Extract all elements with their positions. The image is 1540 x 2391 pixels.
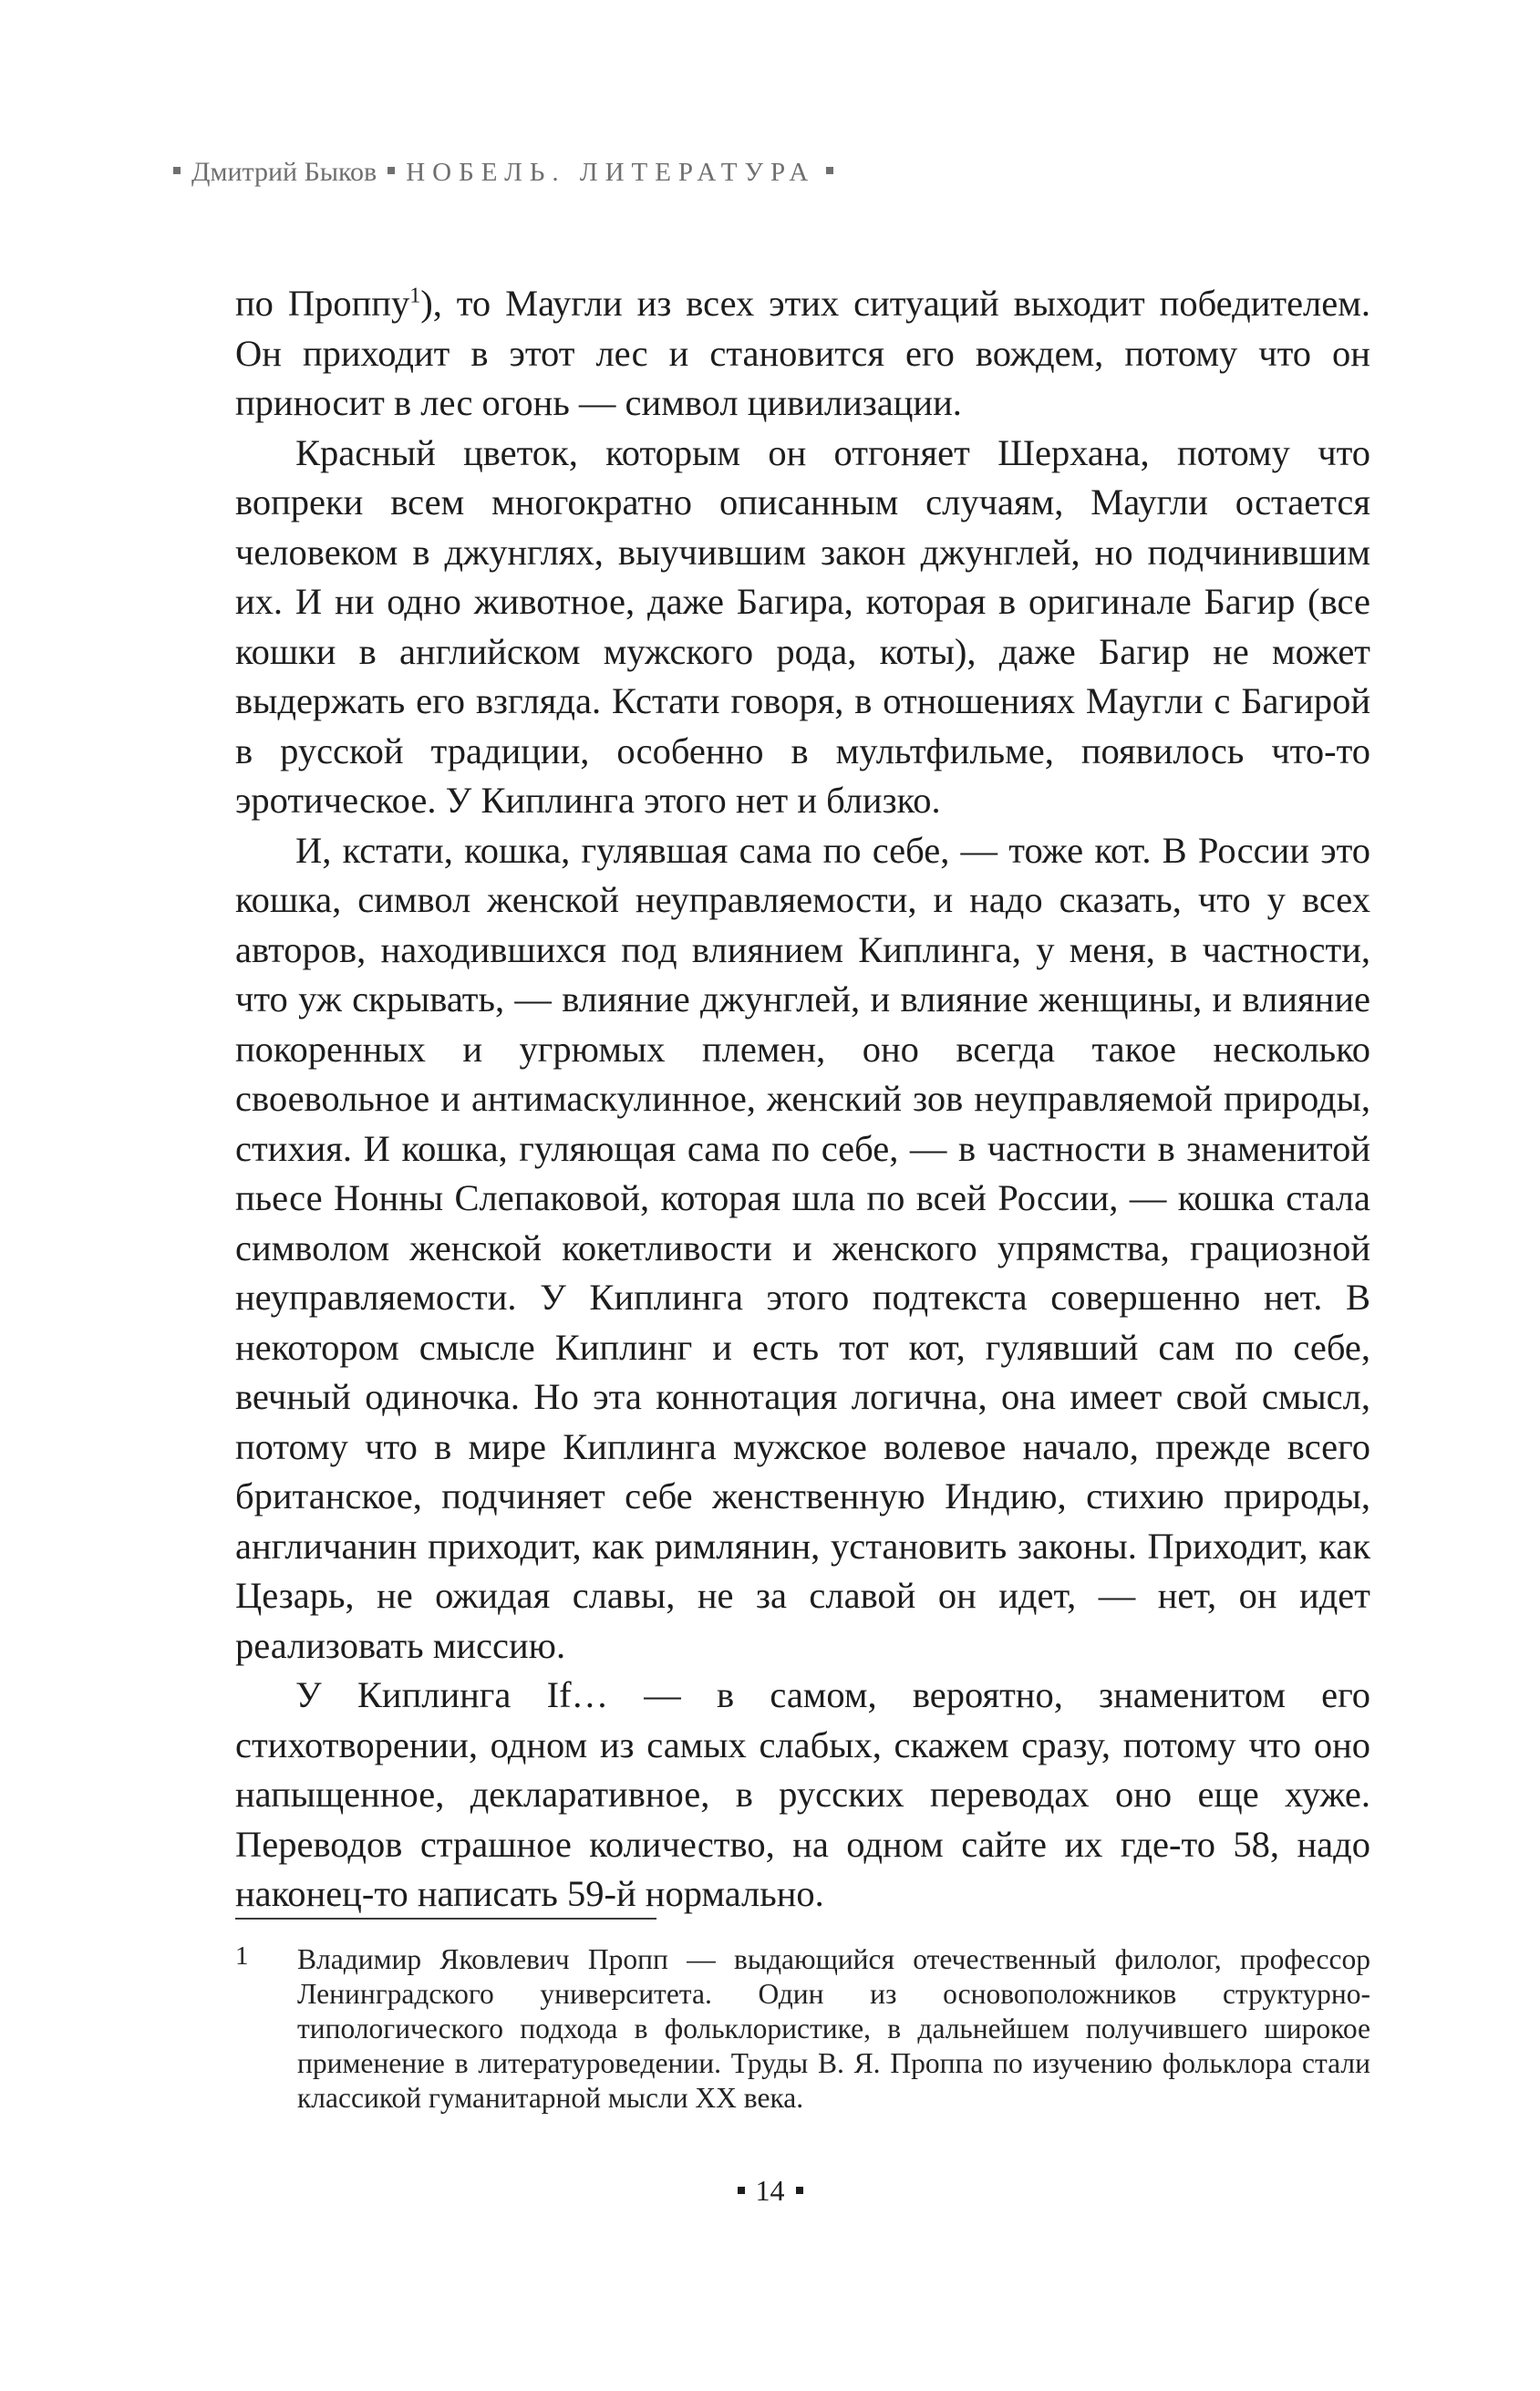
paragraph-3: И, кстати, кошка, гулявшая сама по себе, — тоже кот. В России это кошка, символ женской неуправляемости, и надо сказать, что у всех авторов, находившихся под влиянием Киплинга, у меня, в частности, что уж скрывать, — влияние джунглей, и влияние женщины, и влияние покоренных и угрюмых племен, оно всегда такое несколько своевольное и антимаскулинное, женский зов неуправляемой природы, стихия. И кошка, гуляющая сама по себе, — в частности в знаменитой пьесе Нонны Слепаковой, которая шла по всей России, — кошка стала символом женской кокетливости и женского упрямства, грациозной неуправляемости. У Киплинга этого подтекста совершенно нет. В некотором смысле Киплинг и есть тот кот, гулявший сам по себе, вечный одиночка. Но эта коннотация логична, она имеет свой смысл, потому что в мире Киплинга мужское волевое начало, прежде всего британское, подчиняет себе женственную Индию, стихию природы, англичанин приходит, как римлянин, установить законы. Приходит, как Цезарь, не ожидая славы, не за славой он идет, — нет, он идет реализовать миссию. <box>235 829 1370 1666</box>
main-text <box>235 279 1370 1920</box>
paragraph-4: У Киплинга If… — в самом, вероятно, знаменитом его стихотворении, одном из самых слабых, скажем сразу, потому что оно напыщенное, декларативное, в русских переводах оно еще хуже. Переводов страшное количество, на одном сайте их где-то 58, надо наконец-то написать 59-й нормально. <box>235 1674 1370 1914</box>
page-number: 14 <box>755 2174 785 2207</box>
paragraph-1-rest: ), то Маугли из всех этих ситуаций выходит победителем. Он приходит в этот лес и становится его вождем, потому что он приносит в лес огонь — символ цивилизации. <box>235 283 1370 423</box>
square-bullet-icon <box>388 167 395 174</box>
footnote-divider <box>235 1918 656 1920</box>
running-header <box>173 157 844 188</box>
header-book-title: НОБЕЛЬ. ЛИТЕРАТУРА <box>406 157 816 187</box>
square-bullet-icon <box>796 2187 803 2194</box>
footnote-reference[interactable]: 1 <box>409 284 421 308</box>
header-author: Дмитрий Быков <box>191 157 377 187</box>
footnote-number: 1 <box>235 1941 249 1971</box>
footnote <box>235 1942 1370 2116</box>
paragraph-1 <box>235 279 1370 429</box>
square-bullet-icon <box>738 2187 745 2194</box>
footnote-text: Владимир Яковлевич Пропп — выдающийся отечественный филолог, профессор Ленинградского университета. Один из основоположников структурно-типологического подхода в фольклористике, в дальнейшем получившего широкое применение в литературоведении. Труды В. Я. Проппа по изучению фольклора стали классикой гуманитарной мысли XX века. <box>297 1943 1370 2114</box>
square-bullet-icon <box>826 167 833 174</box>
paragraph-2: Красный цветок, которым он отгоняет Шерхана, потому что вопреки всем многократно описанным случаям, Маугли остается человеком в джунглях, выучившим закон джунглей, но подчинившим их. И ни одно животное, даже Багира, которая в оригинале Багир (все кошки в английском мужского рода, коты), даже Багир не может выдержать его взгляда. Кстати говоря, в отношениях Маугли с Багирой в русской традиции, особенно в мультфильме, появилось что-то эротическое. У Киплинга этого нет и близко. <box>235 431 1370 821</box>
square-bullet-icon <box>173 167 181 174</box>
paragraph-1-start: по Проппу <box>235 283 410 324</box>
page-number-footer <box>0 2174 1540 2208</box>
